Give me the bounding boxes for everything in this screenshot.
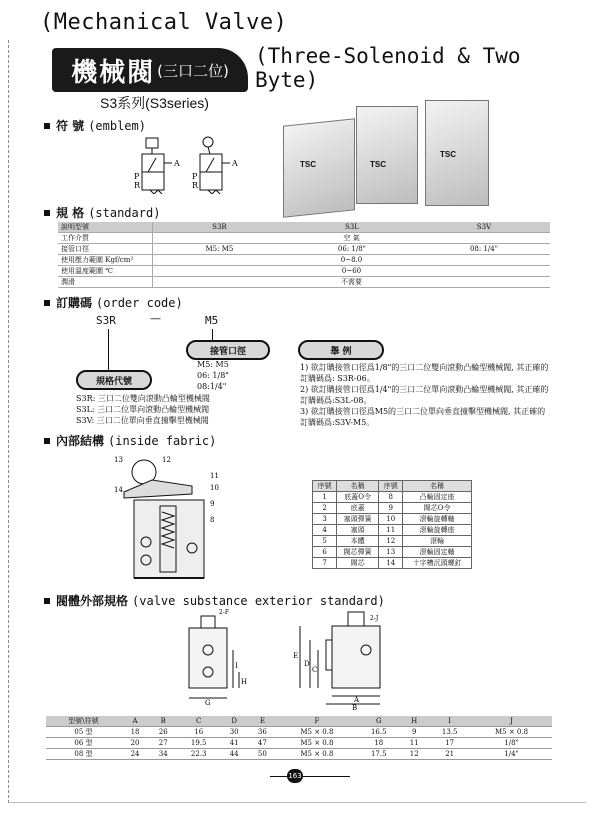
spec-row: 接管口徑 M5: M5 06: 1/8" 08: 1/4" — [58, 244, 550, 255]
svg-text:14: 14 — [114, 486, 123, 494]
svg-text:11: 11 — [210, 472, 219, 480]
svg-text:A: A — [354, 696, 360, 704]
svg-text:H: H — [241, 678, 248, 686]
svg-text:I: I — [235, 662, 238, 670]
page-number-rule — [270, 776, 350, 777]
section-order-code: 訂購碼 (order code) — [44, 294, 183, 311]
bullet-icon — [44, 210, 50, 216]
photo-brand-label: TSC — [370, 160, 386, 169]
parts-table — [312, 480, 472, 569]
section-exterior: 閥體外部規格 (valve substance exterior standard) — [44, 592, 385, 609]
dimension-table — [46, 716, 552, 760]
parts-row: 5 本體 12 滾輪 — [313, 536, 472, 547]
parts-header-row: 序號 名稱 序號 名稱 — [313, 481, 472, 492]
svg-text:9: 9 — [210, 500, 215, 508]
parts-row: 6 閥芯彈簧 13 滾輪固定軸 — [313, 547, 472, 558]
header-en-subtitle: (Three-Solenoid & Two Byte) — [255, 44, 521, 92]
spec-row: 潤滑 不需要 — [58, 277, 550, 288]
section-emblem: 符 號 (emblem) — [44, 117, 146, 134]
spec-row: 使用壓力範圍 Kgf/cm² 0~8.0 — [58, 255, 550, 266]
port-a-label: A — [232, 159, 238, 168]
parts-row: 3 塞頭彈簧 10 滾輪旋轉軸 — [313, 514, 472, 525]
parts-row: 2 底蓋 9 閥芯O令 — [313, 503, 472, 514]
header-en-title: (Mechanical Valve) — [40, 10, 288, 35]
svg-text:C: C — [312, 666, 318, 674]
order-dash: — — [150, 312, 161, 325]
title-cn: 機械閥 — [71, 57, 156, 88]
section-standard: 規 格 (standard) — [44, 204, 160, 221]
valve-symbols — [120, 132, 250, 194]
product-photo-s3v — [425, 100, 489, 206]
port-pill: 接管口徑 — [186, 340, 270, 360]
photo-brand-label: TSC — [300, 160, 316, 169]
code-pill: 規格代號 — [76, 370, 152, 390]
example-list: 1) 欲訂購接管口徑爲1/8"的三口二位雙向滾動凸輪型機械閥, 其正確的訂購碼爲: S3R-06。 2) 欲訂購接管口徑爲1/4"的三口二位單向滾動凸輪型機械閥, 其正確的訂購碼爲:S3L-08。 3) 欲訂購接管口徑爲M5的三口二位單向垂直撞擊型機械閥, 其正確的訂購碼爲:S3V-M5。 — [300, 363, 549, 427]
svg-text:G: G — [205, 699, 211, 706]
parts-row: 1 底蓋O令 8 凸輪固定座 — [313, 492, 472, 503]
order-model: S3R — [96, 314, 116, 327]
dim-row: 05 型 18 26 16 30 36 M5 × 0.8 16.5 9 13.5 M5 × 0.8 — [46, 727, 552, 738]
series-label: S3系列(S3series) — [100, 95, 209, 111]
dim-row: 08 型 24 34 22.3 44 50 M5 × 0.8 17.5 12 21 1/4" — [46, 749, 552, 760]
example-pill: 舉 例 — [298, 340, 384, 360]
port-r-label: R — [192, 181, 199, 190]
bullet-icon — [44, 438, 50, 444]
dim-row: 06 型 20 27 19.5 41 47 M5 × 0.8 18 11 17 1/8" — [46, 738, 552, 749]
cross-section-drawing — [112, 452, 222, 587]
order-port: M5 — [205, 314, 219, 327]
dim-header-row: 型號\符號 A B C D E F G H I J — [46, 716, 552, 727]
photo-brand-label: TSC — [440, 150, 456, 159]
svg-text:8: 8 — [210, 516, 215, 524]
exterior-front-drawing — [175, 606, 255, 706]
parts-row: 7 閥芯 14 十字槽沉頭螺釘 — [313, 558, 472, 569]
bullet-icon — [44, 300, 50, 306]
spec-table — [58, 222, 550, 288]
spec-row: 工作介質 空 氣 — [58, 233, 550, 244]
page-number: 163 — [287, 769, 303, 783]
title-block — [52, 48, 248, 92]
product-photo-s3r — [283, 118, 355, 218]
code-list: S3R: 三口二位雙向滾動凸輪型機械閥 S3L: 三口二位單向滾動凸輪型機械閥 S3V: 三口二位單向垂直撞擊型機械閥 — [76, 394, 210, 425]
svg-text:2-F: 2-F — [219, 609, 230, 616]
port-options: M5: M5 06: 1/8" 08:1/4" — [197, 360, 229, 391]
spec-header-row: 說明型號 S3R S3L S3V — [58, 222, 550, 233]
bullet-icon — [44, 598, 50, 604]
product-photo-s3l — [356, 106, 418, 204]
svg-text:13: 13 — [114, 456, 123, 464]
bullet-icon — [44, 123, 50, 129]
title-cn-sub: (三口二位) — [157, 61, 229, 80]
order-model-line — [108, 329, 109, 371]
section-inside-fabric: 內部結構 (inside fabric) — [44, 432, 216, 449]
svg-text:E: E — [293, 652, 299, 660]
port-r-label: R — [134, 181, 141, 190]
spec-row: 使用溫度範圍 ℃ 0~60 — [58, 266, 550, 277]
parts-row: 4 塞頭 11 滾輪旋轉座 — [313, 525, 472, 536]
svg-text:10: 10 — [210, 484, 219, 492]
port-p-label: P — [192, 172, 198, 181]
svg-text:B: B — [352, 704, 358, 710]
svg-text:D: D — [304, 660, 310, 668]
port-p-label: P — [134, 172, 140, 181]
exterior-side-drawing — [290, 606, 400, 710]
port-a-label: A — [174, 159, 180, 168]
svg-text:2-J: 2-J — [370, 615, 379, 622]
svg-text:12: 12 — [162, 456, 171, 464]
